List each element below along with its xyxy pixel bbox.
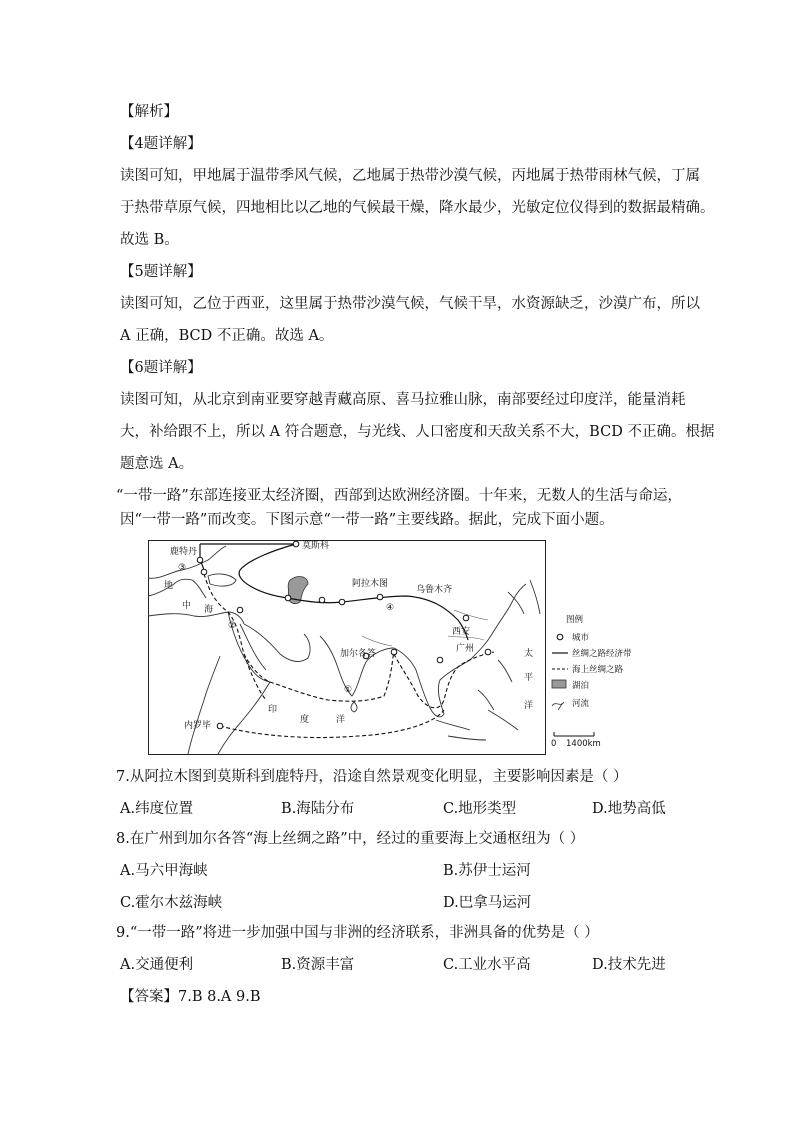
- question-7-option-b: B.海陆分布: [281, 801, 355, 817]
- q4-text-line: 于热带草原气候，四地相比以乙地的气候最干燥，降水最少，光敏定位仪得到的数据最精确。: [120, 200, 715, 216]
- question-7-option-a: A.纬度位置: [120, 801, 194, 817]
- legend-lake: 湖泊: [572, 681, 590, 691]
- answer-line: 【答案】7.B 8.A 9.B: [120, 989, 261, 1005]
- label-moscow: 莫斯科: [302, 541, 330, 551]
- legend-river: 河流: [572, 699, 590, 709]
- label-urumqi: 乌鲁木齐: [416, 585, 453, 595]
- question-9-option-b: B.资源丰富: [281, 957, 355, 973]
- question-7-stem: 7.从阿拉木图到莫斯科到鹿特丹，沿途自然景观变化明显，主要影响因素是（ ）: [116, 769, 628, 785]
- question-9-option-c: C.工业水平高: [443, 957, 531, 973]
- scale-zero: 0: [551, 739, 557, 749]
- question-9-option-d: D.技术先进: [592, 957, 666, 973]
- city-xian: [463, 615, 469, 621]
- label-nairobi: 内罗毕: [184, 721, 212, 731]
- city-moscow: [293, 541, 299, 547]
- q6-text-line: 读图可知，从北京到南亚要穿越青藏高原、喜马拉雅山脉，南部要经过印度洋，能量消耗: [120, 392, 686, 408]
- question-8-option-c: C.霍尔木兹海峡: [120, 895, 223, 911]
- city-kolkata: [391, 649, 397, 655]
- q4-heading: 【4题详解】: [120, 136, 202, 152]
- label-almaty: 阿拉木图: [352, 579, 389, 589]
- legend-river-icon: [552, 702, 564, 710]
- q6-heading: 【6题详解】: [120, 360, 202, 376]
- city-rotterdam: [197, 557, 203, 563]
- label-indian-ocean: 度: [300, 715, 310, 725]
- route-number-3: ③: [178, 563, 187, 573]
- question-8-option-d: D.巴拿马运河: [443, 895, 532, 911]
- q5-heading: 【5题详解】: [120, 264, 202, 280]
- city-almaty: [339, 599, 345, 605]
- intro-line: 因“一带一路”而改变。下图示意“一带一路”主要线路。据此，完成下面小题。: [120, 512, 614, 528]
- label-mediterranean: 中: [182, 601, 192, 611]
- legend-belt: 丝绸之路经济带: [572, 649, 632, 659]
- q6-text-line: 大，补给跟不上，所以 A 符合题意，与光线、人口密度和天敌关系不大，BCD 不正确。根据: [120, 424, 715, 440]
- city-nairobi: [217, 723, 223, 729]
- question-9-option-a: A.交通便利: [120, 957, 194, 973]
- question-8-stem: 8.在广州到加尔各答“海上丝绸之路”中，经过的重要海上交通枢纽为（ ）: [116, 831, 585, 847]
- legend-city-icon: [557, 634, 563, 640]
- q5-text-line: A 正确，BCD 不正确。故选 A。: [120, 328, 334, 344]
- label-mediterranean: 海: [204, 605, 214, 615]
- belt-and-road-map: [148, 540, 648, 755]
- route-number-4: ④: [386, 603, 395, 613]
- label-pacific-ocean: 太: [524, 649, 534, 659]
- label-rotterdam: 鹿特丹: [170, 547, 198, 557]
- city-urumqi: [377, 594, 383, 600]
- label-mediterranean: 地: [164, 581, 174, 591]
- label-xian: 西安: [452, 627, 471, 637]
- label-indian-ocean: 印: [268, 705, 278, 715]
- legend-title: 图例: [566, 615, 584, 625]
- q4-text-line: 故选 B。: [120, 232, 179, 248]
- label-kolkata: 加尔各答: [340, 649, 377, 659]
- route-number-1: ①: [344, 685, 353, 695]
- question-7-option-c: C.地形类型: [443, 801, 517, 817]
- legend-sea: 海上丝绸之路: [572, 665, 624, 675]
- question-8-option-b: B.苏伊士运河: [443, 863, 531, 879]
- q5-text-line: 读图可知，乙位于西亚，这里属于热带沙漠气候，气候干旱，水资源缺乏，沙漠广布，所以: [120, 296, 700, 312]
- legend-city: 城市: [572, 633, 590, 643]
- label-guangzhou: 广州: [456, 644, 475, 654]
- q6-text-line: 题意选 A。: [120, 456, 194, 472]
- label-pacific-ocean: 平: [524, 673, 534, 683]
- map-legend: [551, 614, 632, 749]
- route-number-2: ②: [228, 621, 237, 631]
- analysis-heading: 【解析】: [120, 104, 178, 120]
- label-indian-ocean: 洋: [336, 715, 346, 725]
- intro-line: “一带一路”东部连接亚太经济圈，西部到达欧洲经济圈。十年来，无数人的生活与命运，: [116, 488, 682, 504]
- label-pacific-ocean: 洋: [524, 701, 534, 711]
- q4-text-line: 读图可知，甲地属于温带季风气候，乙地属于热带沙漠气候，丙地属于热带雨林气候，丁属: [120, 168, 700, 184]
- question-8-option-a: A.马六甲海峡: [120, 863, 208, 879]
- scale-distance: 1400km: [566, 739, 601, 749]
- question-7-option-d: D.地势高低: [592, 801, 666, 817]
- legend-lake-icon: [552, 680, 566, 688]
- question-9-stem: 9.“一带一路”将进一步加强中国与非洲的经济联系，非洲具备的优势是（ ）: [116, 925, 599, 941]
